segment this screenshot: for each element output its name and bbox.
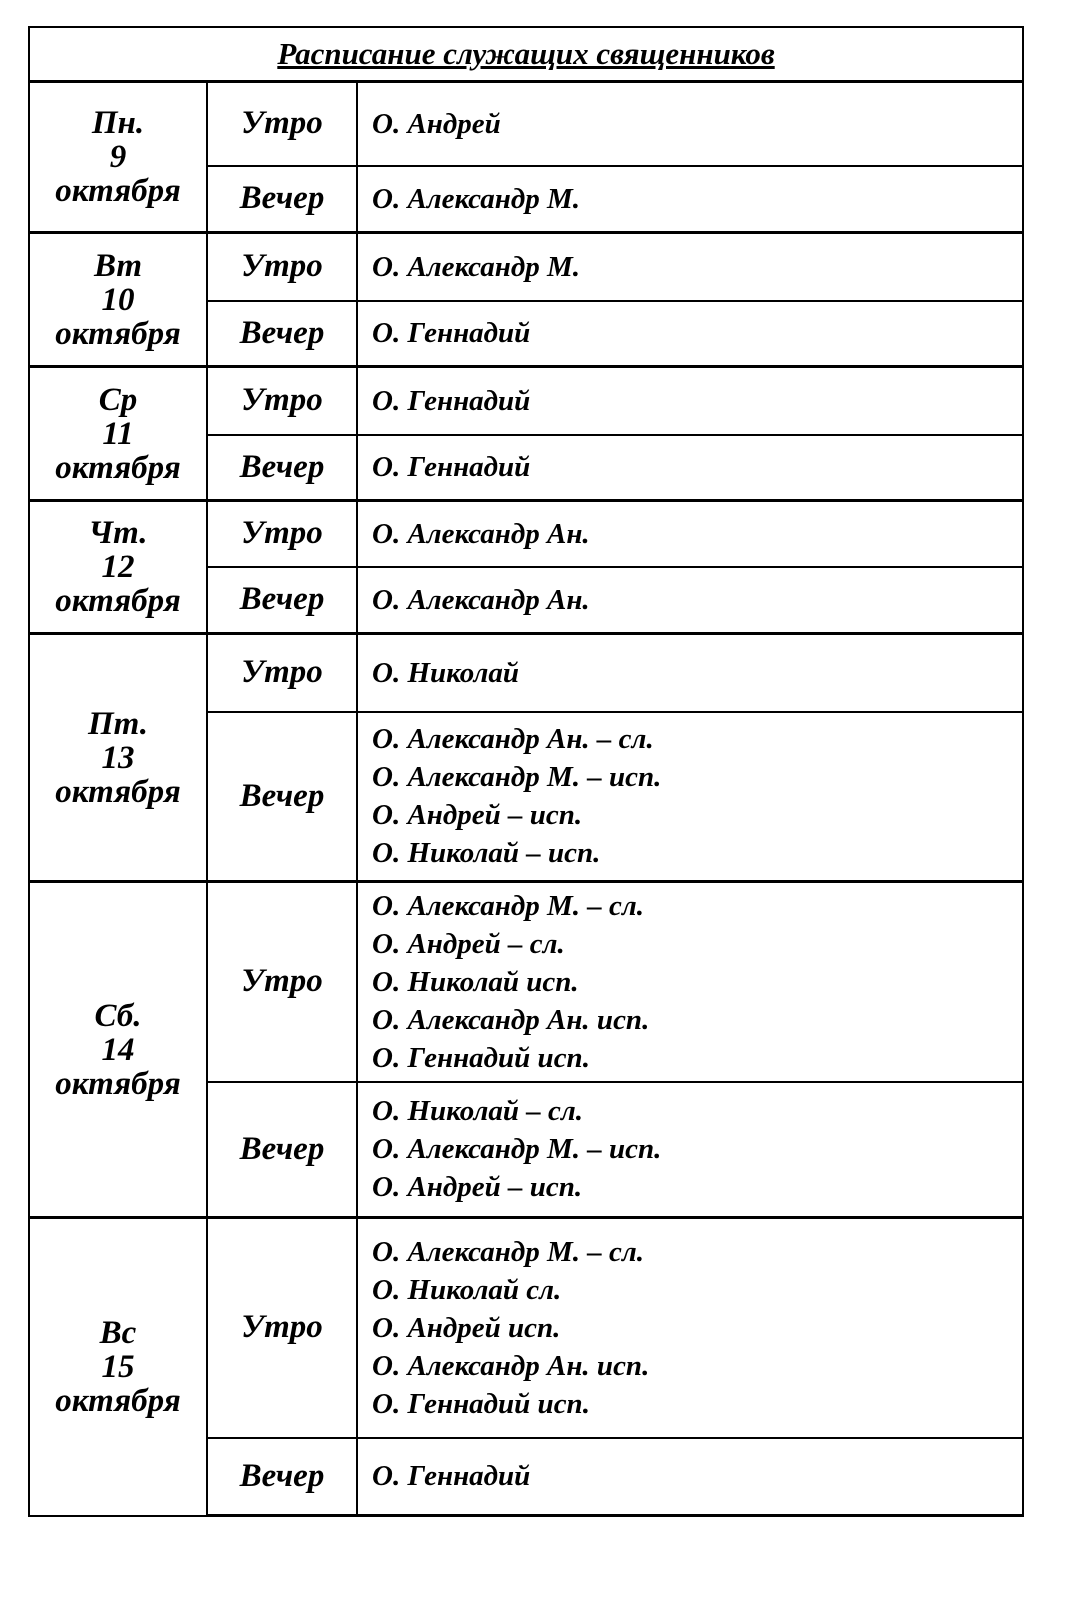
- priest-list: [357, 712, 1023, 882]
- day-month: октября: [55, 315, 181, 352]
- priest-name: О. Александр Ан. исп.: [372, 1003, 650, 1036]
- day-cell: [29, 501, 207, 634]
- day-date: 9: [109, 139, 127, 175]
- service-period: Утро: [207, 367, 357, 435]
- day-cell: [29, 882, 207, 1218]
- day-month: октября: [55, 449, 181, 486]
- service-period: Утро: [207, 233, 357, 301]
- day-date: 11: [102, 415, 134, 452]
- priest-name: О. Александр М.: [372, 182, 581, 215]
- priest-list: [357, 82, 1023, 166]
- priest-name: О. Александр Ан.: [372, 583, 590, 616]
- priest-name: О. Геннадий исп.: [372, 1041, 590, 1074]
- day-month: октября: [55, 1065, 181, 1102]
- schedule-row: [29, 367, 1023, 435]
- priest-name: О. Александр М.: [372, 250, 581, 283]
- service-period: Вечер: [207, 1438, 357, 1516]
- day-weekday: Чт.: [88, 515, 148, 551]
- service-period: Утро: [207, 1218, 357, 1438]
- day-cell: [29, 82, 207, 233]
- day-weekday: Вс: [99, 1314, 137, 1351]
- service-period: Утро: [207, 501, 357, 567]
- priest-list: [357, 166, 1023, 233]
- priest-list: [357, 1082, 1023, 1218]
- day-weekday: Ср: [98, 381, 138, 418]
- schedule-sheet: [28, 26, 1022, 1517]
- priest-name: О. Андрей исп.: [372, 1311, 561, 1344]
- priest-list: [357, 435, 1023, 501]
- day-cell: [29, 634, 207, 882]
- day-date: 12: [101, 549, 135, 585]
- day-weekday: Пн.: [91, 105, 145, 141]
- priest-name: О. Александр М. – исп.: [372, 761, 662, 794]
- priest-name: О. Андрей – сл.: [372, 927, 565, 960]
- day-date: 14: [101, 1031, 135, 1068]
- priest-name: О. Николай: [372, 656, 520, 689]
- priest-name: О. Николай сл.: [372, 1273, 562, 1306]
- priest-list: [357, 367, 1023, 435]
- day-date: 15: [101, 1348, 135, 1385]
- priest-name: О. Геннадий исп.: [372, 1387, 590, 1420]
- priest-name: О. Александр М. – сл.: [372, 889, 645, 922]
- day-cell: [29, 1218, 207, 1516]
- priest-name: О. Андрей – исп.: [372, 799, 583, 832]
- service-period: Вечер: [207, 1082, 357, 1218]
- service-period: Вечер: [207, 301, 357, 367]
- priest-name: О. Геннадий: [372, 1460, 531, 1493]
- schedule-row: [29, 233, 1023, 301]
- day-weekday: Вт: [93, 247, 143, 284]
- priest-name: О. Геннадий: [372, 317, 531, 350]
- schedule-row: [29, 882, 1023, 1082]
- service-period: Утро: [207, 82, 357, 166]
- priest-list: [357, 233, 1023, 301]
- day-date: 10: [101, 281, 135, 318]
- day-month: октября: [55, 773, 181, 810]
- schedule-row: [29, 634, 1023, 712]
- priest-list: [357, 301, 1023, 367]
- service-period: Утро: [207, 882, 357, 1082]
- service-period: Вечер: [207, 567, 357, 634]
- day-month: октября: [55, 173, 181, 209]
- service-period: Вечер: [207, 166, 357, 233]
- priest-name: О. Николай исп.: [372, 965, 579, 998]
- day-cell: [29, 233, 207, 367]
- day-date: 13: [101, 739, 135, 776]
- day-weekday: Пт.: [88, 705, 148, 742]
- priest-list: [357, 501, 1023, 567]
- schedule-row: [29, 1218, 1023, 1438]
- priest-list: [357, 1438, 1023, 1516]
- priest-name: О. Геннадий: [372, 451, 531, 484]
- priest-name: О. Андрей: [372, 107, 501, 140]
- schedule-row: [29, 82, 1023, 166]
- priest-name: О. Александр Ан. – сл.: [372, 723, 654, 756]
- priest-name: О. Николай – исп.: [372, 837, 601, 870]
- schedule-title: Расписание служащих священников: [29, 27, 1023, 82]
- priest-name: О. Александр Ан. исп.: [372, 1349, 650, 1382]
- priest-name: О. Геннадий: [372, 384, 531, 417]
- priest-list: [357, 634, 1023, 712]
- priest-list: [357, 882, 1023, 1082]
- service-period: Вечер: [207, 712, 357, 882]
- day-month: октября: [55, 583, 181, 619]
- priest-name: О. Александр М. – исп.: [372, 1133, 662, 1166]
- priest-name: О. Александр М. – сл.: [372, 1235, 645, 1268]
- service-period: Утро: [207, 634, 357, 712]
- day-month: октября: [55, 1382, 181, 1419]
- schedule-table: [28, 26, 1024, 1517]
- schedule-row: [29, 501, 1023, 567]
- priest-name: О. Андрей – исп.: [372, 1171, 583, 1204]
- priest-name: О. Николай – сл.: [372, 1095, 584, 1128]
- service-period: Вечер: [207, 435, 357, 501]
- priest-name: О. Александр Ан.: [372, 517, 590, 550]
- day-weekday: Сб.: [94, 997, 142, 1034]
- priest-list: [357, 1218, 1023, 1438]
- day-cell: [29, 367, 207, 501]
- priest-list: [357, 567, 1023, 634]
